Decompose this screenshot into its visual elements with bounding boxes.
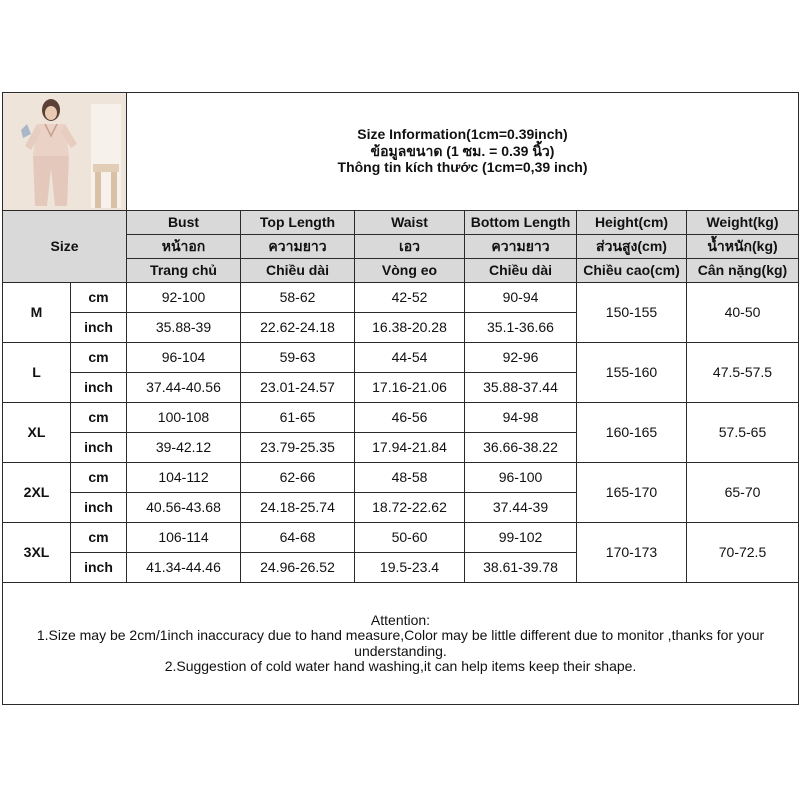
top-length-cm: 59-63 <box>241 343 355 373</box>
weight-header-thai: น้ำหนัก(kg) <box>687 235 799 259</box>
info-line-vietnamese: Thông tin kích thước (1cm=0,39 inch) <box>337 159 588 176</box>
bust-inch: 40.56-43.68 <box>127 493 241 523</box>
size-chart <box>2 92 798 707</box>
size-label-2xl: 2XL <box>3 463 71 523</box>
height-range: 160-165 <box>577 403 687 463</box>
info-line-english: Size Information(1cm=0.39inch) <box>357 126 568 143</box>
weight-header: Weight(kg) <box>687 211 799 235</box>
waist-header-thai: เอว <box>355 235 465 259</box>
product-photo <box>3 93 127 211</box>
size-information-banner <box>127 93 799 211</box>
height-range: 155-160 <box>577 343 687 403</box>
unit-cm: cm <box>71 463 127 493</box>
bottom-length-cm: 90-94 <box>465 283 577 313</box>
size-table <box>2 92 799 705</box>
bottom-length-inch: 35.88-37.44 <box>465 373 577 403</box>
size-label-3xl: 3XL <box>3 523 71 583</box>
height-header-vietnamese: Chiều cao(cm) <box>577 259 687 283</box>
bust-cm: 106-114 <box>127 523 241 553</box>
attention-note-2: 2.Suggestion of cold water hand washing,it can help items keep their shape. <box>164 657 637 674</box>
size-header: Size <box>3 211 127 283</box>
waist-inch: 19.5-23.4 <box>355 553 465 583</box>
unit-cm: cm <box>71 343 127 373</box>
top-length-inch: 22.62-24.18 <box>241 313 355 343</box>
waist-header-vietnamese: Vòng eo <box>355 259 465 283</box>
waist-inch: 17.94-21.84 <box>355 433 465 463</box>
top-length-header-vietnamese: Chiều dài <box>241 259 355 283</box>
bottom-length-cm: 99-102 <box>465 523 577 553</box>
size-label-xl: XL <box>3 403 71 463</box>
top-length-inch: 23.01-24.57 <box>241 373 355 403</box>
top-length-inch: 23.79-25.35 <box>241 433 355 463</box>
waist-cm: 48-58 <box>355 463 465 493</box>
bust-inch: 41.34-44.46 <box>127 553 241 583</box>
unit-inch: inch <box>71 373 127 403</box>
height-range: 170-173 <box>577 523 687 583</box>
size-label-l: L <box>3 343 71 403</box>
bottom-length-header-thai: ความยาว <box>465 235 577 259</box>
bust-header-thai: หน้าอก <box>127 235 241 259</box>
top-length-cm: 62-66 <box>241 463 355 493</box>
bust-header-vietnamese: Trang chủ <box>127 259 241 283</box>
height-range: 150-155 <box>577 283 687 343</box>
bottom-length-inch: 37.44-39 <box>465 493 577 523</box>
weight-header-vietnamese: Cân nặng(kg) <box>687 259 799 283</box>
bust-cm: 100-108 <box>127 403 241 433</box>
waist-cm: 50-60 <box>355 523 465 553</box>
bust-cm: 96-104 <box>127 343 241 373</box>
unit-inch: inch <box>71 433 127 463</box>
waist-cm: 44-54 <box>355 343 465 373</box>
top-length-cm: 64-68 <box>241 523 355 553</box>
bottom-length-inch: 36.66-38.22 <box>465 433 577 463</box>
top-length-header: Top Length <box>241 211 355 235</box>
top-length-header-thai: ความยาว <box>241 235 355 259</box>
bust-header: Bust <box>127 211 241 235</box>
bottom-length-inch: 35.1-36.66 <box>465 313 577 343</box>
bottom-length-inch: 38.61-39.78 <box>465 553 577 583</box>
bust-inch: 35.88-39 <box>127 313 241 343</box>
weight-range: 65-70 <box>687 463 799 523</box>
size-label-m: M <box>3 283 71 343</box>
bottom-length-header: Bottom Length <box>465 211 577 235</box>
height-range: 165-170 <box>577 463 687 523</box>
weight-range: 47.5-57.5 <box>687 343 799 403</box>
bottom-length-cm: 96-100 <box>465 463 577 493</box>
weight-range: 40-50 <box>687 283 799 343</box>
bust-cm: 104-112 <box>127 463 241 493</box>
top-length-inch: 24.18-25.74 <box>241 493 355 523</box>
unit-inch: inch <box>71 553 127 583</box>
weight-range: 70-72.5 <box>687 523 799 583</box>
bottom-length-cm: 94-98 <box>465 403 577 433</box>
bust-inch: 39-42.12 <box>127 433 241 463</box>
info-line-thai: ข้อมูลขนาด (1 ซม. = 0.39 นิ้ว) <box>370 142 555 159</box>
top-length-cm: 61-65 <box>241 403 355 433</box>
unit-cm: cm <box>71 283 127 313</box>
waist-cm: 46-56 <box>355 403 465 433</box>
bottom-length-header-vietnamese: Chiều dài <box>465 259 577 283</box>
unit-inch: inch <box>71 493 127 523</box>
attention-note-1: 1.Size may be 2cm/1inch inaccuracy due to hand measure,Color may be little different due to monitor ,thanks for your understanding. <box>36 627 765 659</box>
waist-cm: 42-52 <box>355 283 465 313</box>
attention-title: Attention: <box>370 611 431 628</box>
top-length-cm: 58-62 <box>241 283 355 313</box>
unit-cm: cm <box>71 523 127 553</box>
unit-inch: inch <box>71 313 127 343</box>
waist-inch: 17.16-21.06 <box>355 373 465 403</box>
pajama-model-image <box>3 94 127 210</box>
height-header: Height(cm) <box>577 211 687 235</box>
bust-inch: 37.44-40.56 <box>127 373 241 403</box>
top-length-inch: 24.96-26.52 <box>241 553 355 583</box>
waist-inch: 16.38-20.28 <box>355 313 465 343</box>
attention-notes <box>3 583 799 705</box>
bottom-length-cm: 92-96 <box>465 343 577 373</box>
waist-inch: 18.72-22.62 <box>355 493 465 523</box>
weight-range: 57.5-65 <box>687 403 799 463</box>
waist-header: Waist <box>355 211 465 235</box>
height-header-thai: ส่วนสูง(cm) <box>577 235 687 259</box>
bust-cm: 92-100 <box>127 283 241 313</box>
unit-cm: cm <box>71 403 127 433</box>
